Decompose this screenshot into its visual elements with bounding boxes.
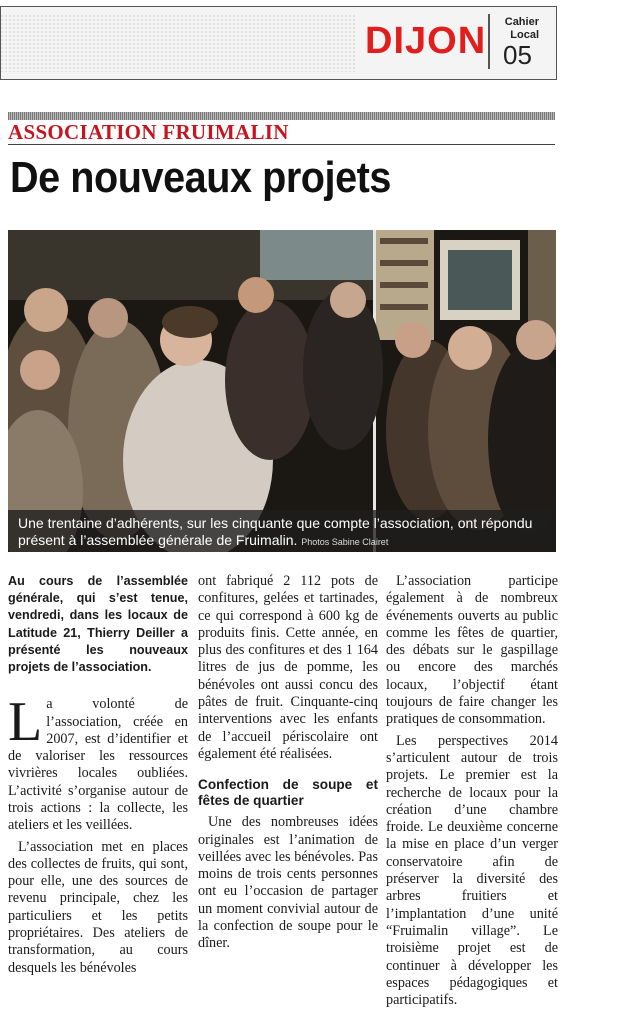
header-halftone — [0, 14, 355, 72]
photo-credit: Photos Sabine Clairet — [301, 537, 389, 547]
section-label-line2: Local — [510, 29, 539, 41]
article-photo — [8, 230, 556, 552]
column-1 — [8, 573, 188, 981]
page-number: 05 — [503, 40, 532, 70]
section-label-line1: Cahier — [504, 16, 539, 28]
header-divider — [488, 14, 490, 69]
article-kicker: ASSOCIATION FRUIMALIN — [8, 120, 289, 144]
kicker-underline — [8, 144, 555, 145]
article-headline: De nouveaux projets — [10, 153, 391, 202]
section-label — [497, 16, 539, 42]
paragraph-5: L’association participe également à de nombreux événements ouverts au public comme les fêtes de quartier, des débats sur le gaspillage ou encore des marchés locaux, l’objectif étant toujours de faire changer les pratiques de consommation. — [386, 573, 558, 728]
paragraph-6: Les perspectives 2014 s’articulent autour de trois projets. Le premier est la recherche de locaux pour la création d’une chambre froide. Le deuxième concerne la mise en place d’un verger conservatoire afin de préserver la diversité des arbres fruitiers et l’implantation d’une unité “Fruimalin village”. Le troisième projet est de continuer à développer les espaces pédagogiques et participatifs. — [386, 732, 558, 1009]
paragraph-2: L’association met en places des collectes de fruits, qui sont, pour elle, une des sources de revenu principale, chez les particuliers et les petits propriétaires. Des ateliers de transformation, au cours desquels les bénévoles — [8, 838, 188, 976]
paragraph-3: ont fabriqué 2 112 pots de confitures, gelées et tartinades, ce qui correspond à 600 kg de produits finis. Cette année, en plus des confitures et des 1 164 litres de jus de pomme, les bénévoles ont aussi concu des pâtes de fruit. Cinquante-cinq interventions avec les enfants de l’accueil périscolaire ont également été réalisées. — [198, 573, 378, 762]
city-name: DIJON — [365, 20, 487, 62]
column-3 — [386, 573, 558, 1013]
paragraph-1 — [8, 691, 188, 834]
article-subhead: Confection de soupe et fêtes de quartier — [198, 777, 378, 809]
drop-cap: L — [8, 691, 43, 754]
paragraph-1-text: a volonté de l’association, créée en 2007, est d’identifier et de valoriser les ressources vivrières locales oubliées. L’activité s’organise autour de trois actions : la collecte, les ateliers et les veillées. — [8, 696, 188, 834]
photo-caption — [18, 515, 548, 551]
kicker-rule — [8, 112, 555, 120]
article-lead: Au cours de l’assemblée générale, qui s’est tenue, vendredi, dans les locaux de Latitude 21, Thierry Deiller a présenté les nouveaux projets de l’association. — [8, 574, 188, 675]
paragraph-4: Une des nombreuses idées originales est l’animation de veillées avec les bénévoles. Pas moins de trois cents personnes ont eu l’occasion de partager un moment convivial autour de la confection de soupe pour le dîner. — [198, 814, 378, 952]
photo-caption-text: Une trentaine d’adhérents, sur les cinquante que compte l’association, ont répondu présent à l’assemblée générale de Fruimalin. — [18, 515, 533, 548]
column-2 — [198, 573, 378, 957]
